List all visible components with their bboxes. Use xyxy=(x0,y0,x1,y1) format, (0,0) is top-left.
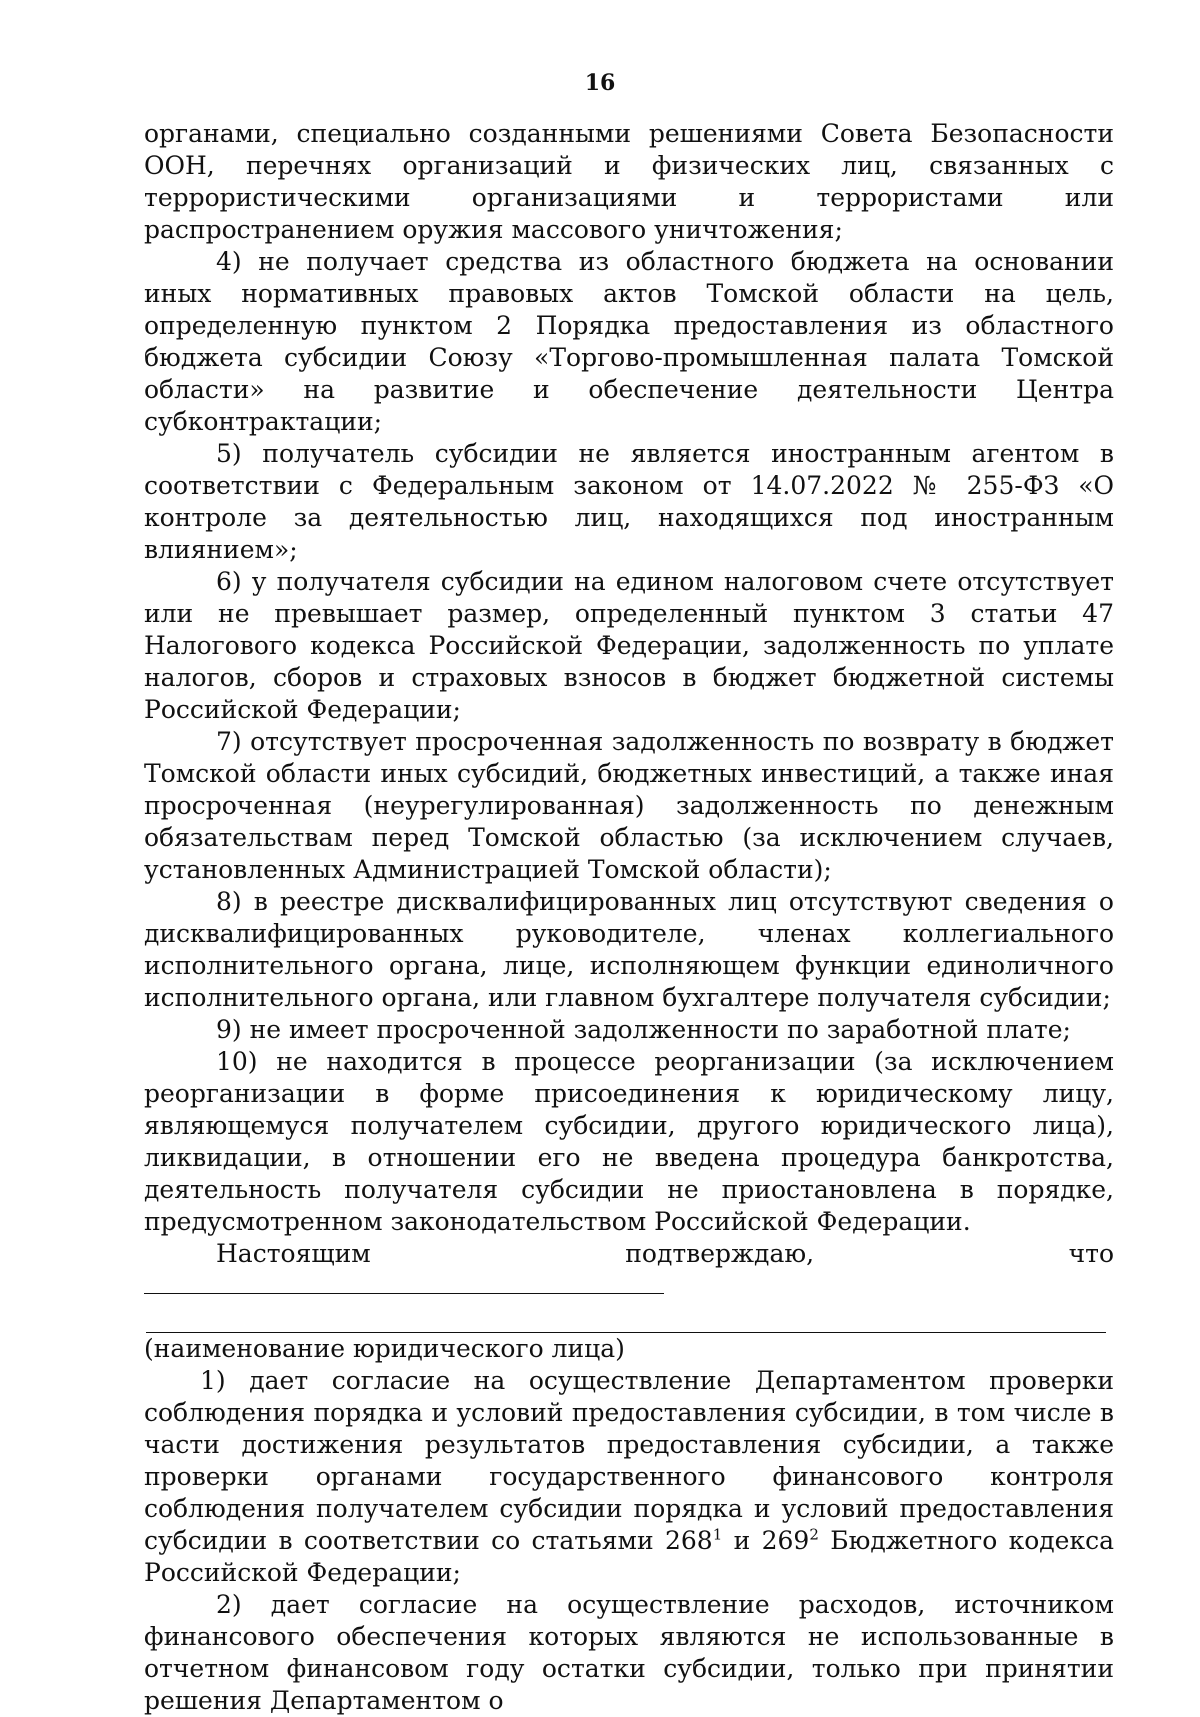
legal-entity-caption: (наименование юридического лица) xyxy=(144,1334,625,1363)
consent-item-2: 2) дает согласие на осуществление расходов, источником финансового обеспечения которых являются не использованные в отчетном финансовом году остатки субсидии, только при принятии решения Департаментом о xyxy=(144,1590,1114,1715)
paragraph-continuation: органами, специально созданными решениями Совета Безопасности ООН, перечнях организаций и физических лиц, связанных с террористическими организациями и террористами или распространением оружия массового уничтожения; xyxy=(144,119,1114,244)
document-body xyxy=(144,118,1114,1717)
legal-entity-blank-line[interactable] xyxy=(146,1302,1106,1333)
list-item-8: 8) в реестре дисквалифицированных лиц отсутствуют сведения о дисквалифицированных руководителе, членах коллегиального исполнительного органа, лице, исполняющем функции единоличного исполнительного органа, или главном бухгалтере получателя субсидии; xyxy=(144,887,1114,1012)
superscript-2: 2 xyxy=(809,1525,819,1544)
list-item-10: 10) не находится в процессе реорганизации (за исключением реорганизации в форме присоединения к юридическому лицу, являющемуся получателем субсидии, другого юридического лица), ликвидации, в отношении его не введена процедура банкротства, деятельность получателя субсидии не приостановлена в порядке, предусмотренном законодательством Российской Федерации. xyxy=(144,1047,1114,1236)
page-number: 16 xyxy=(584,70,616,96)
consent-1-text: 1) дает согласие на осуществление Департаментом проверки соблюдения порядка и условий предоставления субсидии, в том числе в части достижения результатов предоставления субсидии, а также проверки органами государственного финансового контроля соблюдения получателем субсидии порядка и условий предоставления субсидии в соответствии со статьями 268 xyxy=(144,1366,1114,1555)
list-item-6: 6) у получателя субсидии на едином налоговом счете отсутствует или не превышает размер, определенный пунктом 3 статьи 47 Налогового кодекса Российской Федерации, задолженность по уплате налогов, сборов и страховых взносов в бюджет бюджетной системы Российской Федерации; xyxy=(144,567,1114,724)
list-item-5: 5) получатель субсидии не является иностранным агентом в соответствии с Федеральным законом от 14.07.2022 № 255-ФЗ «О контроле за деятельностью лиц, находящихся под иностранным влиянием»; xyxy=(144,439,1114,564)
confirmation-line xyxy=(144,1238,1114,1302)
legal-entity-blank[interactable] xyxy=(144,1271,664,1294)
confirmation-text: Настоящим подтверждаю, что xyxy=(216,1239,1114,1268)
list-item-9: 9) не имеет просроченной задолженности по заработной плате; xyxy=(216,1015,1071,1044)
list-item-7: 7) отсутствует просроченная задолженность по возврату в бюджет Томской области иных субсидий, бюджетных инвестиций, а также иная просроченная (неурегулированная) задолженность по денежным обязательствам перед Томской областью (за исключением случаев, установленных Администрацией Томской области); xyxy=(144,727,1114,884)
consent-item-1 xyxy=(144,1365,1114,1589)
consent-1-end: Бюджетного кодекса Российской Федерации; xyxy=(144,1526,1114,1587)
consent-1-mid: и 269 xyxy=(722,1526,810,1555)
superscript-1: 1 xyxy=(712,1525,723,1544)
list-item-4: 4) не получает средства из областного бюджета на основании иных нормативных правовых актов Томской области на цель, определенную пунктом 2 Порядка предоставления из областного бюджета субсидии Союзу «Торгово-промышленная палата Томской области» на развитие и обеспечение деятельности Центра субконтрактации; xyxy=(144,247,1114,436)
